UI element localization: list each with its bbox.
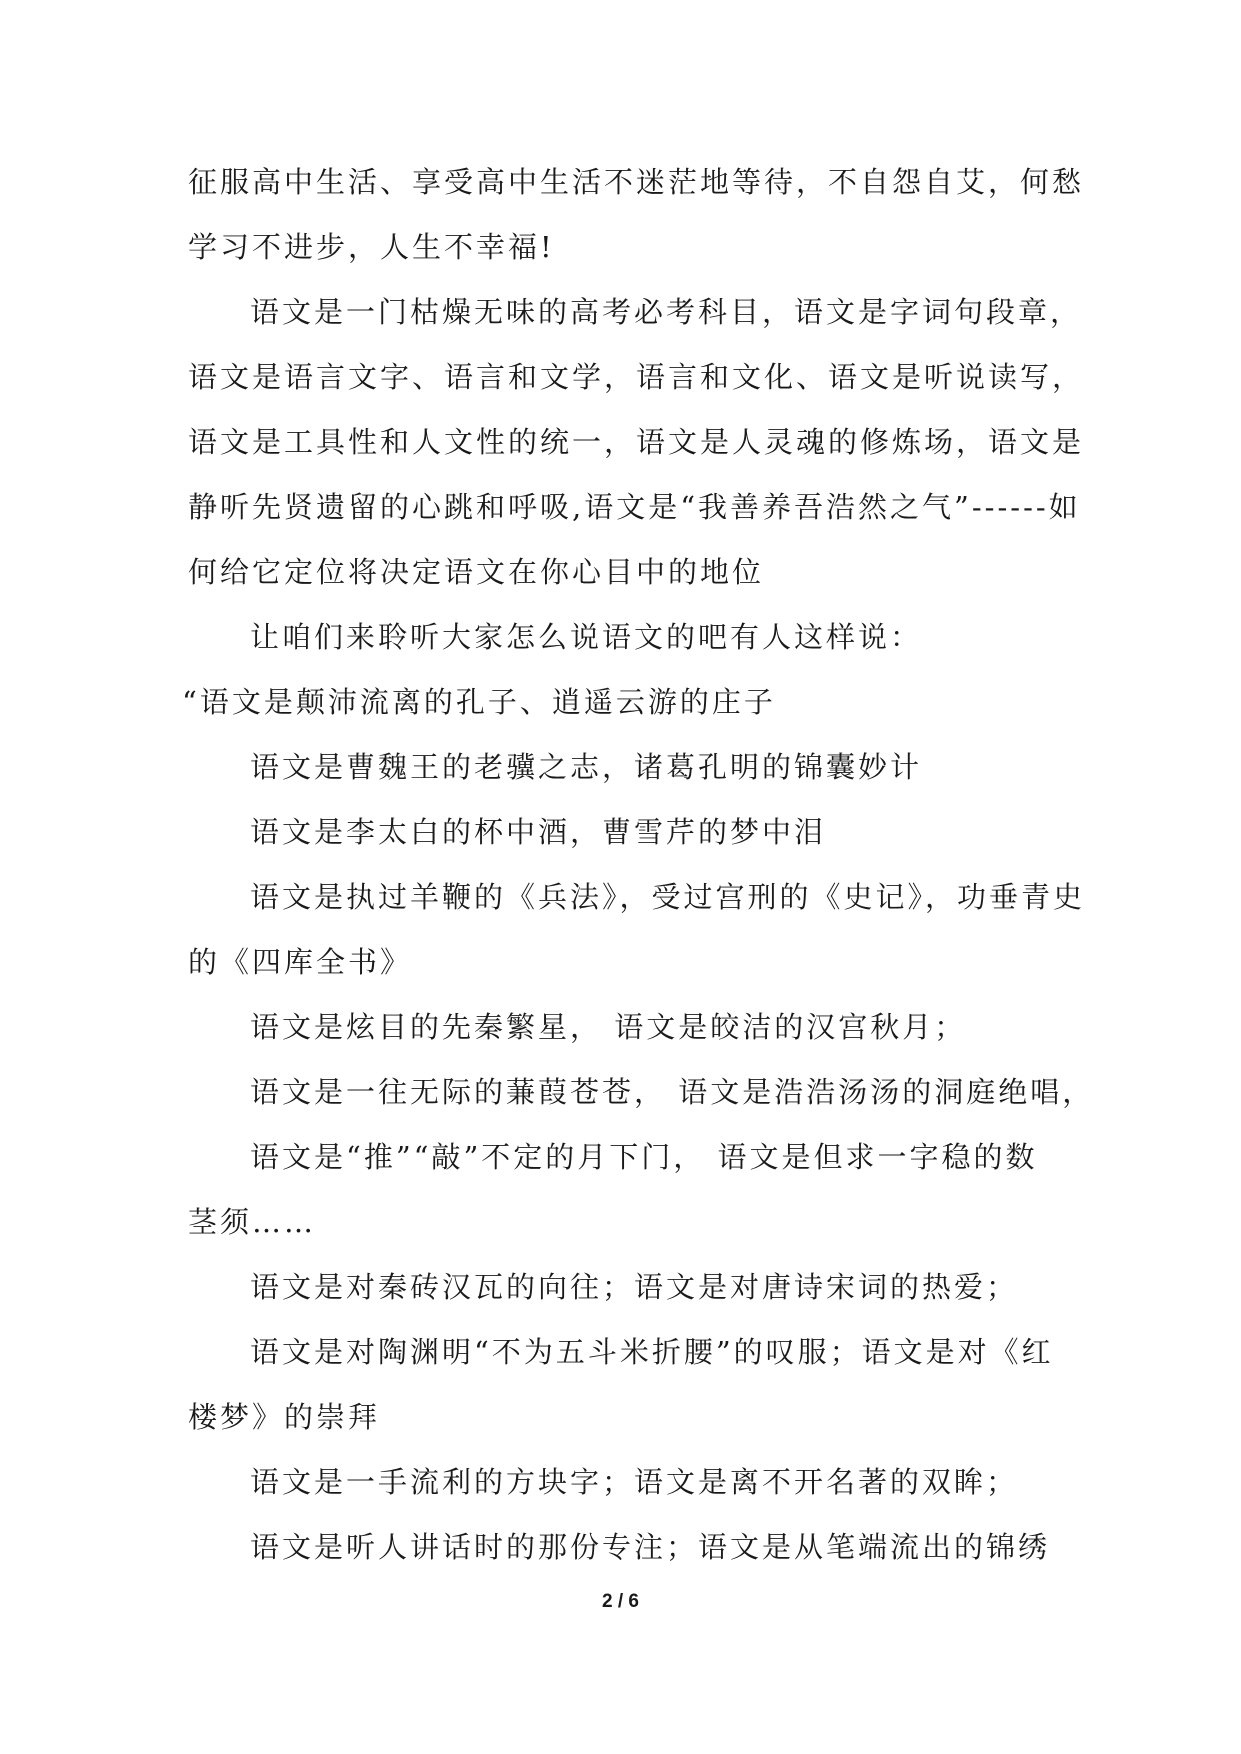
text-line: 语文是一门枯燥无味的高考必考科目，语文是字词句段章， bbox=[250, 295, 1083, 329]
text-line: 语文是“推”“敲”不定的月下门， 语文是但求一字稳的数 bbox=[250, 1140, 1038, 1174]
page-number: 2 / 6 bbox=[602, 1591, 639, 1612]
text-line: 让咱们来聆听大家怎么说语文的吧有人这样说： bbox=[250, 620, 923, 654]
text-line: 语文是听人讲话时的那份专注；语文是从笔端流出的锦绣 bbox=[250, 1530, 1051, 1564]
text-line: 语文是李太白的杯中酒，曹雪芹的梦中泪 bbox=[250, 815, 827, 849]
text-line: “语文是颠沛流离的孔子、逍遥云游的庄子 bbox=[182, 685, 776, 719]
text-line: 语文是工具性和人文性的统一，语文是人灵魂的修炼场，语文是 bbox=[188, 425, 1085, 459]
text-line: 静听先贤遗留的心跳和呼吸,语文是“我善养吾浩然之气”------如 bbox=[188, 490, 1081, 524]
text-line: 语文是对陶渊明“不为五斗米折腰”的叹服；语文是对《红 bbox=[250, 1335, 1054, 1369]
text-line: 何给它定位将决定语文在你心目中的地位 bbox=[188, 555, 765, 589]
text-line: 语文是语言文字、语言和文学，语言和文化、语文是听说读写， bbox=[188, 360, 1085, 394]
text-line: 语文是对秦砖汉瓦的向往；语文是对唐诗宋词的热爱； bbox=[250, 1270, 1019, 1304]
text-line: 征服高中生活、享受高中生活不迷茫地等待，不自怨自艾，何愁 bbox=[188, 165, 1085, 199]
text-line: 语文是执过羊鞭的《兵法》，受过宫刑的《史记》，功垂青史 bbox=[250, 880, 1086, 914]
text-line: 语文是炫目的先秦繁星， 语文是皎洁的汉宫秋月； bbox=[250, 1010, 967, 1044]
body-text bbox=[182, 150, 1095, 1580]
text-line: 语文是曹魏王的老骥之志，诸葛孔明的锦囊妙计 bbox=[250, 750, 923, 784]
text-line: 楼梦》的崇拜 bbox=[188, 1400, 381, 1434]
text-line: 学习不进步，人生不幸福! bbox=[188, 230, 555, 264]
text-line: 的《四库全书》 bbox=[188, 945, 413, 979]
text-line: 语文是一手流利的方块字；语文是离不开名著的双眸； bbox=[250, 1465, 1019, 1499]
text-line: 语文是一往无际的蒹葭苍苍， 语文是浩浩汤汤的洞庭绝唱， bbox=[250, 1075, 1095, 1109]
text-line: 茎须…… bbox=[188, 1205, 317, 1239]
